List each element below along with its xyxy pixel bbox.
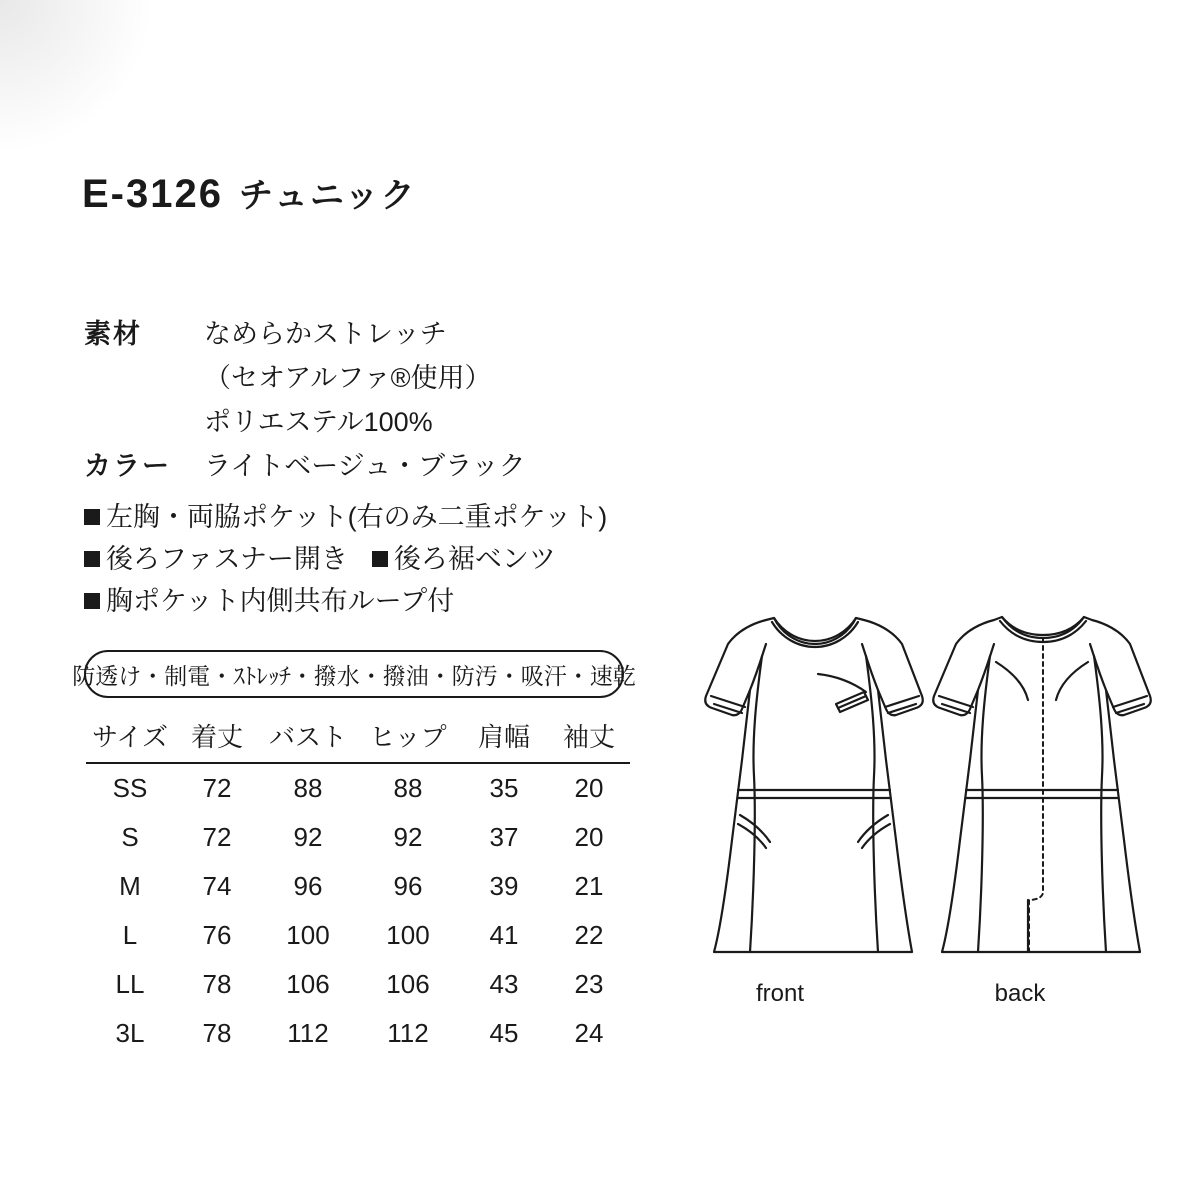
cell-hip: 88 xyxy=(393,773,423,803)
size-table xyxy=(86,715,630,1058)
cell-sleeve: 23 xyxy=(574,969,604,999)
cell-bust: 96 xyxy=(293,871,323,901)
color-label: カラー xyxy=(84,451,171,481)
corner-shade xyxy=(0,0,150,150)
function-badge xyxy=(72,650,636,698)
cell-shoulder: 43 xyxy=(489,969,519,999)
feature-line-1 xyxy=(84,496,724,538)
cell-size: M xyxy=(119,871,141,901)
cell-bust: 112 xyxy=(287,1018,329,1048)
cell-bust: 88 xyxy=(293,773,323,803)
back-zipper-line xyxy=(1029,638,1043,952)
cell-size: S xyxy=(121,822,139,852)
material-line-1: なめらかストレッチ xyxy=(204,319,447,349)
cell-shoulder: 45 xyxy=(489,1018,519,1048)
material-line-2: （セオアルファ®使用） xyxy=(204,363,492,393)
color-row xyxy=(84,444,704,488)
cell-hip: 96 xyxy=(393,871,423,901)
col-header-length: 着丈 xyxy=(174,715,260,763)
color-value: ライトベージュ・ブラック xyxy=(204,451,526,481)
front-view-illustration xyxy=(705,618,923,952)
square-bullet-icon xyxy=(372,551,388,567)
col-header-shoulder: 肩幅 xyxy=(460,715,548,763)
cell-shoulder: 39 xyxy=(489,871,519,901)
product-name: チュニック xyxy=(238,177,417,215)
cell-size: LL xyxy=(115,969,145,999)
material-line-3: ポリエステル100% xyxy=(204,407,433,437)
table-row xyxy=(86,763,630,813)
cell-length: 72 xyxy=(202,822,232,852)
square-bullet-icon xyxy=(84,551,100,567)
col-header-bust: バスト xyxy=(260,715,356,763)
feature-line-3 xyxy=(84,580,724,622)
cell-hip: 106 xyxy=(386,969,430,999)
cell-length: 74 xyxy=(202,871,232,901)
cell-length: 76 xyxy=(202,920,232,950)
table-header-row xyxy=(86,715,630,763)
material-row xyxy=(84,312,704,444)
table-row xyxy=(86,960,630,1009)
cell-hip: 100 xyxy=(386,920,430,950)
cell-sleeve: 21 xyxy=(574,871,604,901)
cell-length: 78 xyxy=(202,969,232,999)
page-title xyxy=(82,168,417,217)
cell-bust: 100 xyxy=(286,920,330,950)
col-header-hip: ヒップ xyxy=(356,715,460,763)
table-row xyxy=(86,911,630,960)
cell-length: 78 xyxy=(202,1018,232,1048)
cell-hip: 92 xyxy=(393,822,423,852)
product-code: E-3126 xyxy=(82,172,223,216)
cell-sleeve: 22 xyxy=(574,920,604,950)
cell-hip: 112 xyxy=(387,1018,429,1048)
cell-shoulder: 41 xyxy=(489,920,519,950)
cell-sleeve: 24 xyxy=(574,1018,604,1048)
square-bullet-icon xyxy=(84,593,100,609)
cell-length: 72 xyxy=(202,773,232,803)
material-label: 素材 xyxy=(84,319,142,349)
feature-line-2 xyxy=(84,538,724,580)
cell-sleeve: 20 xyxy=(574,773,604,803)
col-header-sleeve: 袖丈 xyxy=(548,715,630,763)
feature-item-3: 胸ポケット内側共布ループ付 xyxy=(106,586,455,616)
col-header-size: サイズ xyxy=(86,715,174,763)
material-values xyxy=(204,312,704,444)
cell-shoulder: 37 xyxy=(489,822,519,852)
table-row xyxy=(86,1009,630,1058)
spec-block xyxy=(84,312,704,488)
front-caption: front xyxy=(755,980,805,1007)
cell-bust: 92 xyxy=(293,822,323,852)
feature-item-1: 後ろファスナー開き xyxy=(106,544,348,574)
cell-size: SS xyxy=(112,773,148,803)
table-row xyxy=(86,813,630,862)
garment-technical-drawing xyxy=(650,600,1170,1030)
feature-list xyxy=(84,496,724,622)
table-row xyxy=(86,862,630,911)
cell-bust: 106 xyxy=(286,969,330,999)
cell-shoulder: 35 xyxy=(489,773,519,803)
cell-sleeve: 20 xyxy=(574,822,604,852)
garment-illustrations xyxy=(650,600,1170,1030)
square-bullet-icon xyxy=(84,509,100,525)
function-badge-label: 防透け・制電・ｽﾄﾚｯﾁ・撥水・撥油・防汚・吸汗・速乾 xyxy=(72,662,636,689)
color-values xyxy=(204,444,704,488)
feature-item-0: 左胸・両脇ポケット(右のみ二重ポケット) xyxy=(106,502,608,532)
cell-size: 3L xyxy=(115,1018,145,1048)
feature-item-2: 後ろ裾ベンツ xyxy=(393,544,556,574)
cell-size: L xyxy=(122,920,138,950)
back-caption: back xyxy=(994,980,1046,1007)
